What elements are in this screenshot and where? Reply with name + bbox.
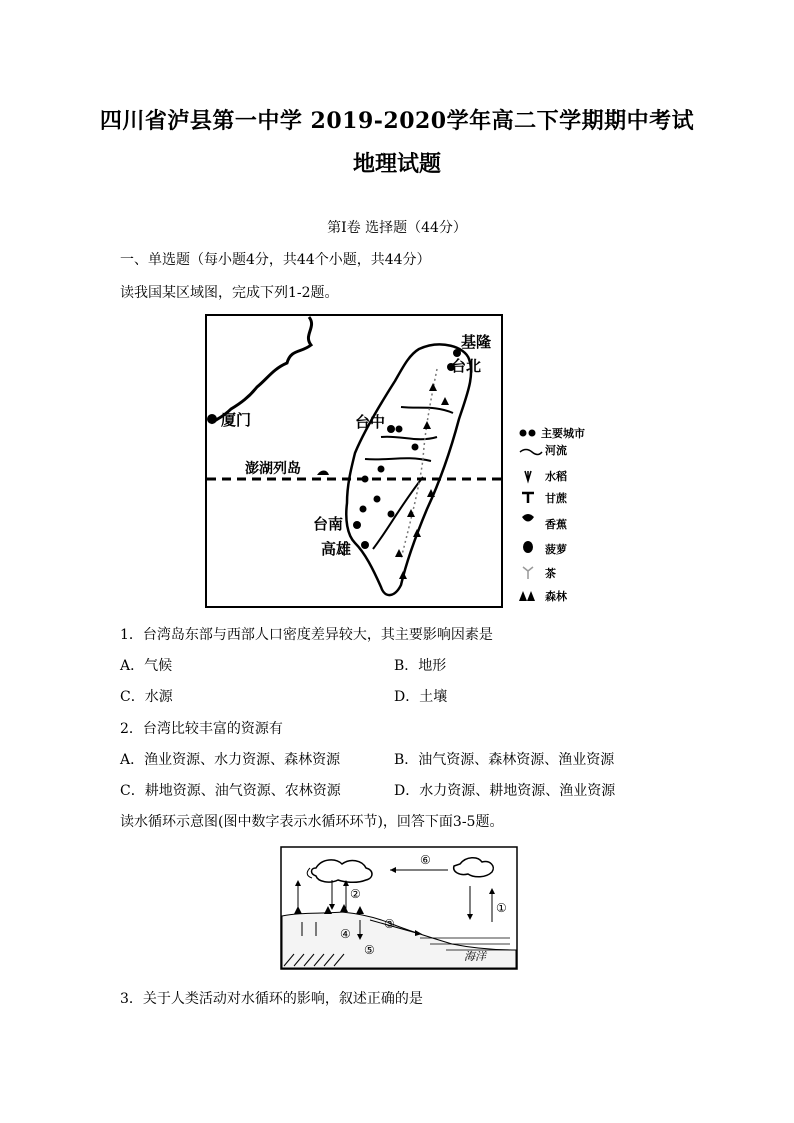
legend-banana: 香蕉 <box>545 518 567 531</box>
legend-pineapple: 菠萝 <box>545 543 567 556</box>
legend-rice: 水稻 <box>545 470 567 483</box>
question-1-option-b: B．地形 <box>394 658 447 674</box>
legend-city: 主要城市 <box>541 427 585 440</box>
city-dot-taichung <box>387 425 395 433</box>
question-2-option-c: C．耕地资源、油气资源、农林资源 <box>120 783 341 799</box>
city-dot-keelung <box>453 349 461 357</box>
label-4: ④ <box>340 927 351 941</box>
legend-tea: 茶 <box>545 567 556 580</box>
legend-sugarcane-icon <box>522 493 534 503</box>
label-2: ② <box>350 887 361 901</box>
question-2-option-b: B．油气资源、森林资源、渔业资源 <box>394 752 615 768</box>
legend-banana-icon <box>522 514 534 522</box>
part-heading: 一、单选题（每小题4分，共44个小题，共44分） <box>120 252 431 268</box>
label-ocean: 海洋 <box>464 950 486 963</box>
legend-rice-icon <box>525 471 531 481</box>
label-5: ⑤ <box>364 943 375 957</box>
section-title: 第I卷 选择题（44分） <box>327 220 467 236</box>
legend-forest: 森林 <box>545 590 567 603</box>
city-dot-tainan <box>353 521 361 529</box>
label-keelung: 基隆 <box>461 333 492 351</box>
cloud-left <box>312 860 373 882</box>
question-1-option-c: C．水源 <box>120 689 173 705</box>
question-2-stem: 2．台湾比较丰富的资源有 <box>120 721 283 737</box>
intro-1: 读我国某区域图，完成下列1-2题。 <box>120 285 339 301</box>
label-penghu: 澎湖列岛 <box>245 461 301 477</box>
water-cycle-diagram <box>280 846 518 970</box>
taiwan-map-figure <box>205 309 599 611</box>
question-3-stem: 3．关于人类活动对水循环的影响，叙述正确的是 <box>120 991 423 1007</box>
label-3: ③ <box>384 917 395 931</box>
legend-sugarcane: 甘蔗 <box>545 492 567 505</box>
label-6: ⑥ <box>420 853 431 867</box>
question-2-option-a: A．渔业资源、水力资源、森林资源 <box>120 752 341 768</box>
label-kaohsiung: 高雄 <box>321 540 352 558</box>
legend-forest-icon <box>519 591 535 601</box>
label-tainan: 台南 <box>313 515 344 533</box>
map-legend <box>519 426 585 603</box>
question-1-option-a: A．气候 <box>120 658 173 674</box>
city-dot-kaohsiung <box>361 541 369 549</box>
label-xiamen: 厦门 <box>221 411 252 429</box>
question-2-option-d: D．水力资源、耕地资源、渔业资源 <box>394 783 616 799</box>
legend-tea-icon <box>523 567 533 579</box>
city-dot-xiamen <box>207 414 217 424</box>
intro-2: 读水循环示意图(图中数字表示水循环环节)，回答下面3-5题。 <box>120 814 504 830</box>
document-title: 四川省泸县第一中学 2019-2020学年高二下学期期中考试 <box>99 108 695 134</box>
document-subtitle: 地理试题 <box>352 151 441 177</box>
legend-city-icon <box>520 430 527 437</box>
legend-river-icon <box>520 450 542 455</box>
label-taichung: 台中 <box>355 413 386 431</box>
legend-river: 河流 <box>545 444 567 457</box>
label-1: ① <box>496 901 507 915</box>
label-taipei: 台北 <box>451 357 482 375</box>
legend-pineapple-icon <box>523 541 533 553</box>
question-1-option-d: D．土壤 <box>394 689 448 705</box>
question-1-stem: 1．台湾岛东部与西部人口密度差异较大，其主要影响因素是 <box>120 627 493 643</box>
